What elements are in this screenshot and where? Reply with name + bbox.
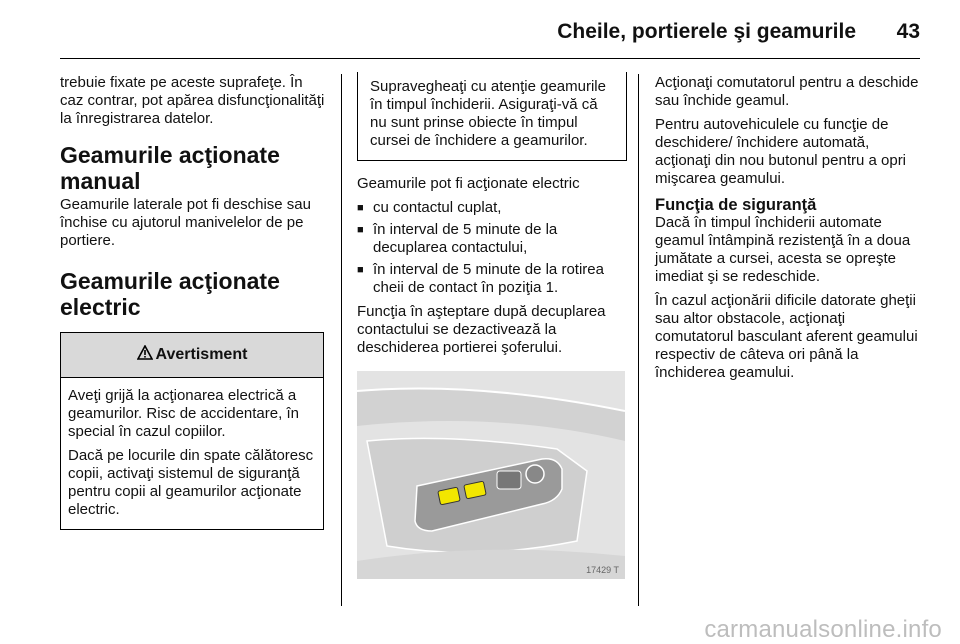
standby-text: Funcţia în aşteptare după decuplarea contactului se dezactivează la deschiderea portierei şoferului.	[357, 303, 606, 356]
column-2	[357, 74, 625, 579]
page-header	[0, 0, 960, 62]
image-number: 17429 T	[586, 565, 619, 575]
warning-box	[60, 332, 324, 530]
list-item: ■ în interval de 5 minute de la rotirea cheii de contact în poziţia 1.	[357, 261, 625, 297]
manual-windows-text: Geamurile laterale pot fi deschise sau închise cu ajutorul manivelelor de pe portiere.	[60, 196, 311, 249]
note-text: Supravegheaţi cu atenţie geamurile în timpul închiderii. Asiguraţi-vă că nu sunt prinse obiecte în timpul cursei de închidere a geamurilor.	[370, 78, 606, 149]
window-switch-illustration	[357, 371, 625, 579]
auto-function-text: Pentru autovehiculele cu funcţie de deschidere/ închidere automată, acţionaţi din nou butonul pentru a opri mişcarea geamului.	[655, 116, 907, 187]
intro-text: trebuie fixate pe aceste suprafeţe. În caz contrar, pot apărea disfuncţionalităţi la înregistrarea datelor.	[60, 74, 325, 127]
warning-text-1: Aveţi grijă la acţionarea electrică a geamurilor. Risc de accidentare, în special în cazul copiilor.	[68, 387, 299, 440]
warning-title: Avertisment	[155, 346, 248, 363]
column-divider	[638, 74, 639, 606]
switch-text: Acţionaţi comutatorul pentru a deschide sau închide geamul.	[655, 74, 919, 109]
header-title: Cheile, portierele şi geamurile	[557, 20, 856, 43]
safety-text: Dacă în timpul închiderii automate geamul întâmpină rezistenţă în a doua jumătate a cursei, acesta se opreşte imediat şi se redeschide.	[655, 214, 911, 285]
ice-obstacle-text: În cazul acţionării dificile datorate gheţii sau altor obstacole, acţionaţi comutatorul basculant aferent geamului respectiv de câteva ori până la închiderea geamului.	[655, 292, 918, 381]
column-3	[655, 74, 925, 388]
warning-body	[61, 378, 323, 529]
warning-triangle-icon	[137, 345, 153, 365]
door-panel-drawing	[357, 371, 625, 579]
power-windows-intro: Geamurile pot fi acţionate electric	[357, 175, 580, 192]
header-rule	[60, 58, 920, 59]
conditions-list	[357, 199, 625, 297]
column-divider	[341, 74, 342, 606]
note-box	[357, 72, 627, 161]
heading-safety-function: Funcţia de siguranţă	[655, 196, 817, 214]
heading-manual-windows: Geamurile acţionate manual	[60, 142, 280, 194]
warning-text-2: Dacă pe locurile din spate călătoresc copii, activaţi sistemul de siguranţă pentru copii al geamurilor acţionate electric.	[68, 447, 314, 518]
watermark: carmanualsonline.info	[704, 616, 942, 643]
warning-header	[61, 333, 323, 378]
page-number: 43	[896, 20, 920, 43]
heading-power-windows: Geamurile acţionate electric	[60, 268, 280, 320]
column-1	[60, 74, 325, 530]
list-item: ■ cu contactul cuplat,	[357, 199, 625, 217]
list-item: ■ în interval de 5 minute de la decuplarea contactului,	[357, 221, 625, 257]
